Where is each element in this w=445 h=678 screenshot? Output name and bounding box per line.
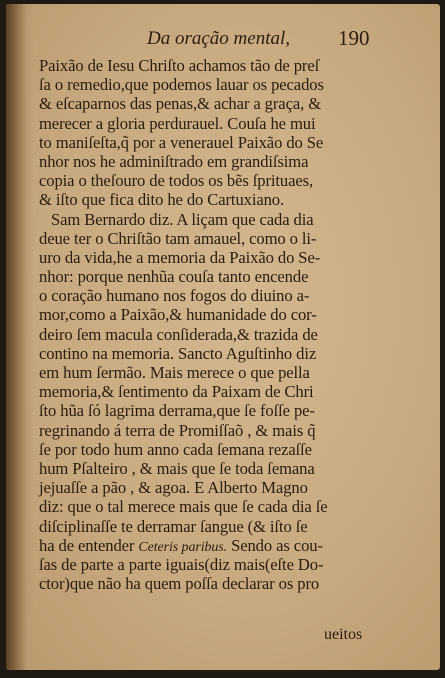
text-line: nhor nos he adminiſtrado em grandiſsima — [39, 151, 309, 171]
text-line: contino na memoria. Sancto Aguſtinho diz — [39, 343, 317, 363]
text-line: deiro ſem macula conſiderada,& trazida de — [39, 324, 318, 344]
text-line: diz: que o tal merece mais que ſe cada dia ſe — [39, 497, 328, 517]
book-page — [6, 4, 440, 670]
text-line: jejuaſſe a pão , & agoa. E Alberto Magno — [39, 478, 308, 498]
text-line: ctor)que não ha quem poſſa declarar os pro — [39, 574, 320, 594]
text-line: ſas de parte a parte iguais(diz mais(eſte Do- — [39, 554, 324, 574]
body-text — [39, 56, 405, 593]
text-line: em hum ſermão. Mais merece o que pella — [39, 363, 310, 382]
catchword: ueitos — [324, 626, 363, 643]
text-line: nhor: porque nenhũa couſa tanto encende — [39, 267, 309, 287]
text-line: & eſcaparnos das penas,& achar a graça, & — [39, 94, 322, 114]
page-number: 190 — [338, 26, 370, 50]
text-line: to maniſeſta,q̃ por a venerauel Paixão do Se — [39, 132, 324, 152]
text-line: Paixão de Iesu Chriſto achamos tão de preſ — [39, 56, 320, 75]
text-line: ſa o remedio,que podemos lauar os pecados — [39, 75, 324, 95]
text-line: uro da vida,he a memoria da Paixão do Se- — [39, 247, 321, 267]
latin-phrase: Ceteris paribus. — [138, 539, 228, 555]
text-line: merecer a gloria perdurauel. Couſa he mui — [39, 113, 316, 133]
page-header — [6, 28, 440, 54]
text-line: regrinando á terra de Promiſſaõ , & mais q̃ — [39, 420, 316, 440]
text-line: mor,como a Paixão,& humanidade do cor- — [39, 305, 317, 325]
text-line: Sam Bernardo diz. A liçam que cada dia — [51, 209, 314, 229]
running-title: Da oração mental, — [147, 28, 291, 49]
text-line: ſe por todo hum anno cada ſemana rezaſſe — [39, 439, 312, 459]
text-line: & iſto que fica dito he do Cartuxiano. — [39, 190, 285, 210]
text-line: deue ter o Chriſtão tam amauel, como o li- — [39, 228, 317, 248]
text-line: ſto hũa ſó lagrima derrama,que ſe foſſe pe- — [39, 401, 315, 421]
text-line: memoria,& ſentimento da Paixam de Chri — [39, 382, 314, 402]
text-line: ha de entender Ceteris paribus. Sendo as cou- — [39, 535, 323, 555]
text-line: diſciplinaſſe te derramar ſangue (& iſto ſe — [39, 516, 308, 536]
binding-gutter — [6, 4, 34, 670]
text-line: copia o theſouro de todos os bẽs ſprituaes, — [39, 171, 314, 191]
text-line: o coração humano nos fogos do diuino a- — [39, 286, 310, 306]
text-line: hum Pſalteiro , & mais que ſe toda ſemana — [39, 458, 315, 478]
